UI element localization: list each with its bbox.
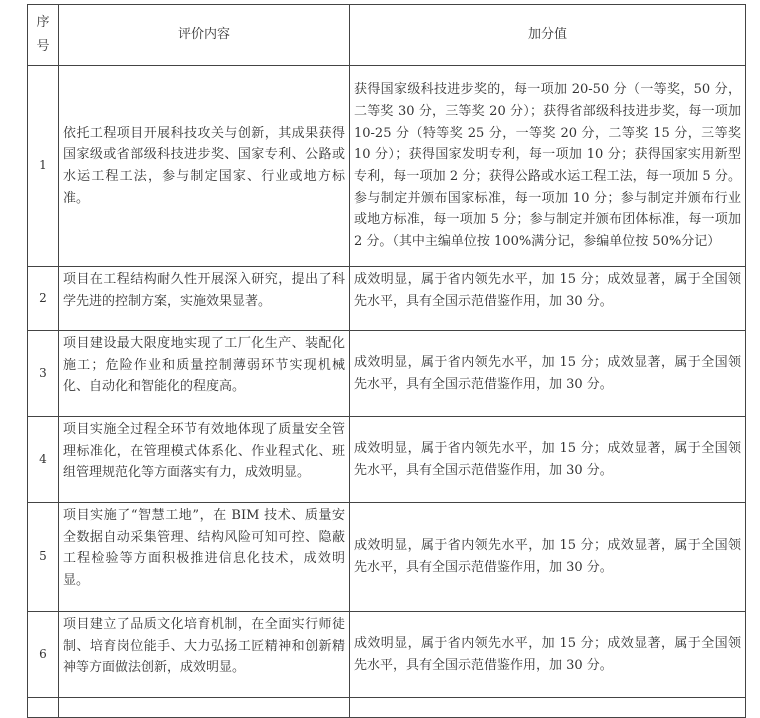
header-no: 序号: [28, 5, 59, 66]
row-content: 项目实施了“智慧工地”，在 BIM 技术、质量安全数据自动采集管理、结构风险可知可控、隐蔽工程检验等方面积极推进信息化技术，成效明显。: [59, 503, 350, 612]
row-score: 成效明显，属于省内领先水平，加 15 分；成效显著，属于全国领先水平，具有全国示范借鉴作用，加 30 分。: [350, 503, 746, 612]
evaluation-table: [27, 4, 746, 718]
table-row: [28, 612, 746, 698]
table-row: [28, 503, 746, 612]
row-no: 5: [28, 503, 59, 612]
table-row: [28, 66, 746, 267]
row-no: 3: [28, 331, 59, 417]
table-row: [28, 331, 746, 417]
row-score: 成效明显，属于省内领先水平，加 15 分；成效显著，属于全国领先水平，具有全国示范借鉴作用，加 30 分。: [350, 267, 746, 331]
row-content: 项目建立了品质文化培育机制，在全面实行师徒制、培育岗位能手、大力弘扬工匠精神和创新精神等方面做法创新，成效明显。: [59, 612, 350, 698]
row-score: 成效明显，属于省内领先水平，加 15 分；成效显著，属于全国领先水平，具有全国示范借鉴作用，加 30 分。: [350, 331, 746, 417]
row-no: 2: [28, 267, 59, 331]
row-content: 依托工程项目开展科技攻关与创新，其成果获得国家级或省部级科技进步奖、国家专利、公路或水运工程工法，参与制定国家、行业或地方标准。: [59, 66, 350, 267]
row-no: 4: [28, 417, 59, 503]
header-content: 评价内容: [59, 5, 350, 66]
row-score: 成效明显，属于省内领先水平，加 15 分；成效显著，属于全国领先水平，具有全国示范借鉴作用，加 30 分。: [350, 417, 746, 503]
table-row: [28, 417, 746, 503]
row-content: 项目在工程结构耐久性开展深入研究，提出了科学先进的控制方案，实施效果显著。: [59, 267, 350, 331]
table-header: [28, 5, 746, 66]
row-score: 获得国家级科技进步奖的，每一项加 20-50 分（一等奖，50 分，二等奖 30 分，三等奖 20 分）；获得省部级科技进步奖，每一项加 10-25 分（特等奖 25 分，一等奖 20 分，二等奖 15 分，三等奖 10 分）；获得国家发明专利，每一项加 10 分；获得国家实用新型专利，每一项加 2 分；获得公路或水运工程工法，每一项加 5 分。参与制定并颁布国家标准，每一项加 10 分；参与制定并颁布行业或地方标准，每一项加 5 分；参与制定并颁布团体标准，每一项加 2 分。（其中主编单位按 100%满分记，参编单位按 50%分记）: [350, 66, 746, 267]
header-score: 加分值: [350, 5, 746, 66]
row-no: 1: [28, 66, 59, 267]
row-content: 项目建设最大限度地实现了工厂化生产、装配化施工；危险作业和质量控制薄弱环节实现机械化、自动化和智能化的程度高。: [59, 331, 350, 417]
row-no: 6: [28, 612, 59, 698]
row-score: 成效明显，属于省内领先水平，加 15 分；成效显著，属于全国领先水平，具有全国示范借鉴作用，加 30 分。: [350, 612, 746, 698]
table-row: [28, 267, 746, 331]
row-content: 项目实施全过程全环节有效地体现了质量安全管理标准化，在管理模式体系化、作业程式化、班组管理规范化等方面落实有力，成效明显。: [59, 417, 350, 503]
